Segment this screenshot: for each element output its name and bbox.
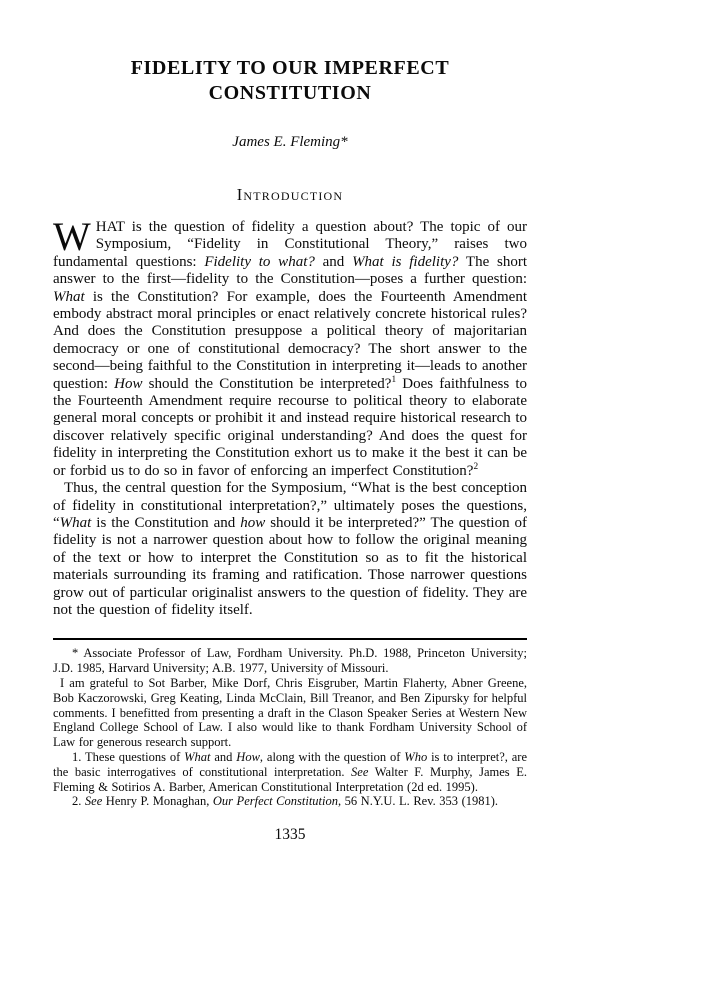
- paragraph-1: [53, 214, 527, 480]
- article-title-line2: CONSTITUTION: [208, 82, 372, 104]
- section-heading-introduction: Introduction: [236, 185, 344, 204]
- footnote-acknowledgments: I am grateful to Sot Barber, Mike Dorf, Chris Eisgruber, Martin Flaherty, Abner Greene, Bob Kaczorowski, Greg Keating, Linda McClain, Bill Treanor, and Ben Zipursky for helpful comments. I benefitted from presenting a draft in the Clason Speaker Series at Western New England College School of Law. I also would like to thank Fordham University School of Law for generous research support.: [53, 675, 527, 750]
- footnote-1: 1. These questions of What and How, along with the question of Who is to interpret?, are the basic interrogatives of constitutional interpretation. See Walter F. Murphy, James E. Fleming & Sotirios A. Barber, American Constitutional Interpretation (2d ed. 1995).: [53, 749, 528, 794]
- author-byline: James E. Fleming*: [232, 134, 348, 150]
- text-column: [53, 56, 527, 844]
- article-title: [53, 56, 527, 106]
- article-title-line1: FIDELITY TO OUR IMPERFECT: [130, 57, 450, 79]
- footnote-2: 2. See Henry P. Monaghan, Our Perfect Constitution, 56 N.Y.U. L. Rev. 353 (1981).: [72, 794, 499, 809]
- footnotes-block: [53, 646, 527, 809]
- paragraph-1-text: HAT is the question of fidelity a question about? The topic of our Symposium, “Fidelity in Constitutional Theory,” raises two fundamental questions: Fidelity to what? and What is fidelity? The short answer to the first—fidelity to the Constitution—poses a further question: What is the Constitution? For example, does the Fourteenth Amendment embody abstract moral principles or enact relatively concrete historical rules? And does the Constitution presuppose a political theory of majoritarian democracy or one of constitutional democracy? The short answer to the second—being faithful to the Constitution in interpreting it—leads to another question: How should the Constitution be interpreted?$^1$ Does faithfulness to the Fourteenth Amendment require recourse to political theory to elaborate general moral concepts or prohibit it and instead require historical research to discover relatively specific original understanding? And does the quest for fidelity in interpreting the Constitution exhort us to make it the best it can be or forbid us to do so in favor of enforcing an imperfect Constitution?$^2$: [53, 219, 527, 479]
- page-number: 1335: [274, 826, 306, 844]
- footnote-separator-rule: [53, 638, 527, 640]
- paragraph-2: Thus, the central question for the Symposium, “What is the best conception of fidelity in constitutional interpretation?,” ultimately poses the questions, “What is the Constitution and how should it be interpreted?” The question of fidelity is not a narrower question about how to follow the original meaning of the text or how to interpret the Constitution so as to fit the historical materials surrounding its framing and ratification. Those narrower questions grow out of particular originalist answers to the question of fidelity. They are not the question of fidelity itself.: [53, 480, 528, 618]
- dropcap-w: W: [53, 214, 91, 259]
- footnote-star: * Associate Professor of Law, Fordham University. Ph.D. 1988, Princeton University; J.D. 1985, Harvard University; A.B. 1977, University of Missouri.: [53, 646, 527, 676]
